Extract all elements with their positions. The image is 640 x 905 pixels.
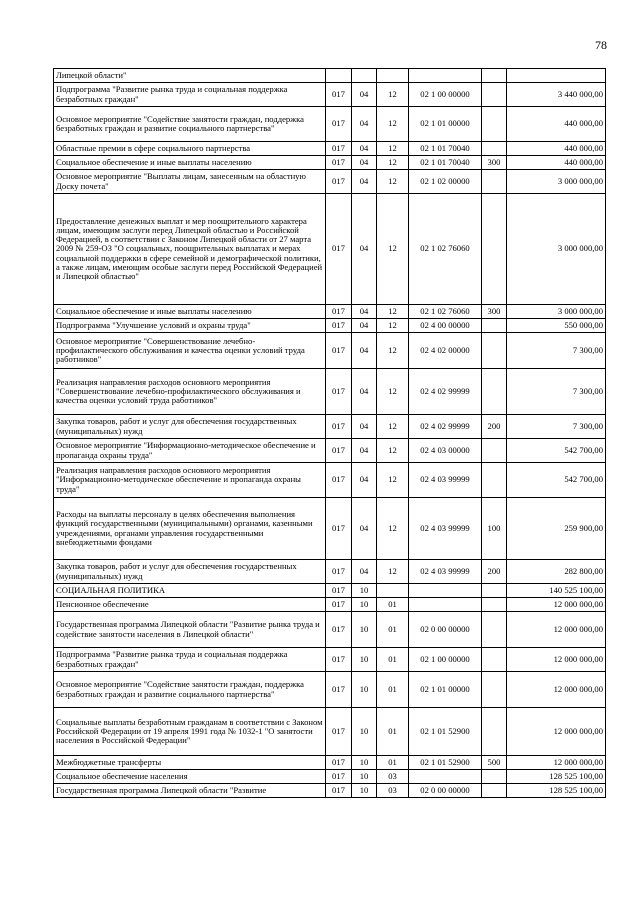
- cell-subsection: 03: [377, 770, 409, 784]
- cell-subsection: 12: [377, 498, 409, 560]
- cell-section: 10: [352, 598, 377, 612]
- cell-name: СОЦИАЛЬНАЯ ПОЛИТИКА: [54, 584, 326, 598]
- cell-admin: 017: [326, 170, 352, 194]
- cell-amount: 12 000 000,00: [507, 708, 606, 756]
- cell-target: 02 0 00 00000: [409, 784, 482, 798]
- cell-admin: [326, 69, 352, 83]
- cell-section: 04: [352, 333, 377, 369]
- cell-amount: [507, 69, 606, 83]
- cell-expense-type: [482, 69, 507, 83]
- cell-target: 02 4 03 99999: [409, 560, 482, 584]
- cell-target: 02 4 02 99999: [409, 415, 482, 439]
- cell-target: 02 1 01 00000: [409, 107, 482, 142]
- cell-subsection: 01: [377, 756, 409, 770]
- cell-amount: 12 000 000,00: [507, 672, 606, 708]
- table-row: [54, 69, 606, 83]
- cell-expense-type: 300: [482, 305, 507, 319]
- cell-amount: 128 525 100,00: [507, 784, 606, 798]
- cell-amount: 128 525 100,00: [507, 770, 606, 784]
- table-row: [54, 584, 606, 598]
- cell-name: Областные премии в сфере социального партнерства: [54, 142, 326, 156]
- cell-expense-type: [482, 708, 507, 756]
- cell-subsection: 12: [377, 439, 409, 463]
- cell-target: 02 4 02 00000: [409, 333, 482, 369]
- cell-amount: 259 900,00: [507, 498, 606, 560]
- cell-name: Подпрограмма "Развитие рынка труда и социальная поддержка безработных граждан": [54, 83, 326, 107]
- cell-subsection: 12: [377, 142, 409, 156]
- cell-section: 04: [352, 305, 377, 319]
- table-row: [54, 170, 606, 194]
- cell-amount: 282 800,00: [507, 560, 606, 584]
- cell-subsection: 01: [377, 598, 409, 612]
- table-row: [54, 756, 606, 770]
- cell-section: 04: [352, 439, 377, 463]
- table-row: [54, 439, 606, 463]
- cell-name: Социальные выплаты безработным гражданам в соответствии с Законом Российской Федерации от 19 апреля 1991 года № 1032-1 "О занятости населения в Российской Федерации": [54, 708, 326, 756]
- table-row: [54, 156, 606, 170]
- cell-target: 02 1 00 00000: [409, 648, 482, 672]
- cell-admin: 017: [326, 612, 352, 648]
- cell-admin: 017: [326, 770, 352, 784]
- cell-amount: 12 000 000,00: [507, 598, 606, 612]
- cell-section: 04: [352, 369, 377, 415]
- cell-name: Основное мероприятие "Совершенствование лечебно-профилактического обслуживания и качества оценки условий труда работников": [54, 333, 326, 369]
- cell-name: Основное мероприятие "Содействие занятости граждан, поддержка безработных граждан и развитие социального партнерства": [54, 672, 326, 708]
- cell-amount: 440 000,00: [507, 107, 606, 142]
- cell-target: 02 1 01 70040: [409, 156, 482, 170]
- cell-section: 04: [352, 107, 377, 142]
- cell-subsection: 03: [377, 784, 409, 798]
- cell-section: [352, 69, 377, 83]
- cell-target: [409, 598, 482, 612]
- cell-amount: 440 000,00: [507, 142, 606, 156]
- cell-expense-type: [482, 83, 507, 107]
- cell-name: Государственная программа Липецкой области "Развитие: [54, 784, 326, 798]
- cell-target: 02 4 02 99999: [409, 369, 482, 415]
- cell-subsection: 01: [377, 708, 409, 756]
- table-row: [54, 648, 606, 672]
- cell-amount: 7 300,00: [507, 415, 606, 439]
- cell-admin: 017: [326, 598, 352, 612]
- cell-name: Подпрограмма "Развитие рынка труда и социальная поддержка безработных граждан": [54, 648, 326, 672]
- cell-admin: 017: [326, 784, 352, 798]
- cell-subsection: [377, 584, 409, 598]
- cell-subsection: 01: [377, 672, 409, 708]
- cell-name: Социальное обеспечение населения: [54, 770, 326, 784]
- table-row: [54, 333, 606, 369]
- table-row: [54, 784, 606, 798]
- cell-expense-type: [482, 770, 507, 784]
- cell-target: [409, 770, 482, 784]
- cell-target: 02 1 02 76060: [409, 305, 482, 319]
- cell-amount: 440 000,00: [507, 156, 606, 170]
- cell-target: [409, 69, 482, 83]
- cell-admin: 017: [326, 756, 352, 770]
- cell-section: 10: [352, 784, 377, 798]
- cell-amount: 542 700,00: [507, 463, 606, 498]
- cell-name: Пенсионное обеспечение: [54, 598, 326, 612]
- cell-name: Расходы на выплаты персоналу в целях обеспечения выполнения функций государственными (муниципальными) органами, казенными учреждениями, органами управления государственными внебюджетными фондами: [54, 498, 326, 560]
- cell-subsection: 12: [377, 156, 409, 170]
- cell-name: Социальное обеспечение и иные выплаты населению: [54, 305, 326, 319]
- table-row: [54, 194, 606, 305]
- cell-section: 04: [352, 194, 377, 305]
- cell-amount: 550 000,00: [507, 319, 606, 333]
- cell-admin: 017: [326, 107, 352, 142]
- table-row: [54, 107, 606, 142]
- cell-admin: 017: [326, 142, 352, 156]
- cell-expense-type: 100: [482, 498, 507, 560]
- table-row: [54, 672, 606, 708]
- cell-section: 04: [352, 560, 377, 584]
- table-row: [54, 305, 606, 319]
- cell-admin: 017: [326, 498, 352, 560]
- table-row: [54, 598, 606, 612]
- cell-target: 02 0 00 00000: [409, 612, 482, 648]
- cell-admin: 017: [326, 439, 352, 463]
- cell-expense-type: 200: [482, 560, 507, 584]
- cell-amount: 3 000 000,00: [507, 170, 606, 194]
- cell-expense-type: 200: [482, 415, 507, 439]
- cell-target: 02 1 02 00000: [409, 170, 482, 194]
- cell-subsection: 12: [377, 305, 409, 319]
- cell-subsection: 12: [377, 415, 409, 439]
- cell-expense-type: [482, 463, 507, 498]
- cell-section: 10: [352, 756, 377, 770]
- table-row: [54, 708, 606, 756]
- cell-expense-type: 500: [482, 756, 507, 770]
- cell-target: 02 1 02 76060: [409, 194, 482, 305]
- cell-target: 02 1 00 00000: [409, 83, 482, 107]
- cell-name: Реализация направления расходов основного мероприятия "Информационно-методическое обеспечение и пропаганда охраны труда": [54, 463, 326, 498]
- cell-section: 10: [352, 612, 377, 648]
- cell-amount: 542 700,00: [507, 439, 606, 463]
- table-row: [54, 319, 606, 333]
- cell-section: 04: [352, 83, 377, 107]
- cell-expense-type: [482, 333, 507, 369]
- table-row: [54, 463, 606, 498]
- cell-admin: 017: [326, 708, 352, 756]
- cell-subsection: 12: [377, 463, 409, 498]
- cell-target: 02 1 01 52900: [409, 756, 482, 770]
- cell-amount: 7 300,00: [507, 333, 606, 369]
- cell-expense-type: [482, 584, 507, 598]
- cell-admin: 017: [326, 369, 352, 415]
- cell-admin: 017: [326, 333, 352, 369]
- cell-name: Основное мероприятие "Содействие занятости граждан, поддержка безработных граждан и развитие социального партнерства": [54, 107, 326, 142]
- cell-admin: 017: [326, 648, 352, 672]
- cell-expense-type: [482, 598, 507, 612]
- cell-subsection: 12: [377, 319, 409, 333]
- cell-admin: 017: [326, 584, 352, 598]
- cell-subsection: 12: [377, 194, 409, 305]
- cell-subsection: [377, 69, 409, 83]
- cell-amount: 12 000 000,00: [507, 756, 606, 770]
- cell-subsection: 12: [377, 83, 409, 107]
- cell-expense-type: [482, 369, 507, 415]
- cell-name: Межбюджетные трансферты: [54, 756, 326, 770]
- cell-name: Липецкой области": [54, 69, 326, 83]
- table-row: [54, 770, 606, 784]
- cell-target: 02 4 00 00000: [409, 319, 482, 333]
- cell-subsection: 12: [377, 333, 409, 369]
- cell-name: Реализация направления расходов основного мероприятия "Совершенствование лечебно-профилактического обслуживания и качества оценки условий труда работников": [54, 369, 326, 415]
- cell-section: 04: [352, 415, 377, 439]
- cell-expense-type: 300: [482, 156, 507, 170]
- cell-name: Основное мероприятие "Информационно-методическое обеспечение и пропаганда охраны труда": [54, 439, 326, 463]
- cell-subsection: 01: [377, 612, 409, 648]
- cell-expense-type: [482, 672, 507, 708]
- cell-admin: 017: [326, 560, 352, 584]
- cell-amount: 3 440 000,00: [507, 83, 606, 107]
- cell-section: 04: [352, 170, 377, 194]
- cell-amount: 3 000 000,00: [507, 194, 606, 305]
- cell-target: 02 4 03 99999: [409, 498, 482, 560]
- cell-section: 10: [352, 672, 377, 708]
- cell-section: 04: [352, 142, 377, 156]
- cell-section: 04: [352, 319, 377, 333]
- cell-name: Закупка товаров, работ и услуг для обеспечения государственных (муниципальных) нужд: [54, 560, 326, 584]
- cell-amount: 3 000 000,00: [507, 305, 606, 319]
- cell-admin: 017: [326, 305, 352, 319]
- cell-subsection: 12: [377, 369, 409, 415]
- cell-subsection: 12: [377, 560, 409, 584]
- cell-name: Государственная программа Липецкой области "Развитие рынка труда и содействие занятости населения в Липецкой области": [54, 612, 326, 648]
- cell-admin: 017: [326, 672, 352, 708]
- budget-table: [53, 68, 606, 798]
- page-number: 78: [595, 38, 607, 52]
- cell-section: 10: [352, 648, 377, 672]
- cell-amount: 12 000 000,00: [507, 612, 606, 648]
- cell-admin: 017: [326, 194, 352, 305]
- cell-section: 04: [352, 463, 377, 498]
- cell-expense-type: [482, 648, 507, 672]
- cell-target: 02 4 03 99999: [409, 463, 482, 498]
- cell-name: Подпрограмма "Улучшение условий и охраны труда": [54, 319, 326, 333]
- cell-target: 02 1 01 70040: [409, 142, 482, 156]
- cell-subsection: 12: [377, 170, 409, 194]
- cell-section: 10: [352, 770, 377, 784]
- cell-admin: 017: [326, 415, 352, 439]
- cell-admin: 017: [326, 319, 352, 333]
- cell-admin: 017: [326, 463, 352, 498]
- cell-expense-type: [482, 107, 507, 142]
- table-row: [54, 560, 606, 584]
- cell-amount: 12 000 000,00: [507, 648, 606, 672]
- cell-admin: 017: [326, 83, 352, 107]
- cell-section: 04: [352, 498, 377, 560]
- cell-section: 10: [352, 708, 377, 756]
- cell-section: 04: [352, 156, 377, 170]
- cell-expense-type: [482, 142, 507, 156]
- cell-target: 02 4 03 00000: [409, 439, 482, 463]
- cell-expense-type: [482, 439, 507, 463]
- cell-target: 02 1 01 52900: [409, 708, 482, 756]
- table-row: [54, 142, 606, 156]
- table-row: [54, 83, 606, 107]
- cell-target: 02 1 01 00000: [409, 672, 482, 708]
- cell-subsection: 01: [377, 648, 409, 672]
- cell-name: Основное мероприятие "Выплаты лицам, занесенным на областную Доску почета": [54, 170, 326, 194]
- cell-expense-type: [482, 612, 507, 648]
- cell-expense-type: [482, 319, 507, 333]
- cell-target: [409, 584, 482, 598]
- cell-name: Социальное обеспечение и иные выплаты населению: [54, 156, 326, 170]
- table-row: [54, 612, 606, 648]
- cell-expense-type: [482, 170, 507, 194]
- budget-table-body: [54, 69, 606, 798]
- table-row: [54, 369, 606, 415]
- cell-expense-type: [482, 194, 507, 305]
- table-row: [54, 498, 606, 560]
- cell-amount: 7 300,00: [507, 369, 606, 415]
- cell-section: 10: [352, 584, 377, 598]
- cell-amount: 140 525 100,00: [507, 584, 606, 598]
- cell-name: Закупка товаров, работ и услуг для обеспечения государственных (муниципальных) нужд: [54, 415, 326, 439]
- cell-admin: 017: [326, 156, 352, 170]
- table-row: [54, 415, 606, 439]
- cell-expense-type: [482, 784, 507, 798]
- cell-name: Предоставление денежных выплат и мер поощрительного характера лицам, имеющим заслуги перед Липецкой областью и Российской Федерацией, в соответствии с Законом Липецкой области от 27 марта 2009 № 259-ОЗ "О социальных, поощрительных выплатах и мерах социальной поддержки в сфере семейной и демографической политики, а также лицам, имеющим особые заслуги перед Российской Федерацией и Липецкой областью": [54, 194, 326, 305]
- cell-subsection: 12: [377, 107, 409, 142]
